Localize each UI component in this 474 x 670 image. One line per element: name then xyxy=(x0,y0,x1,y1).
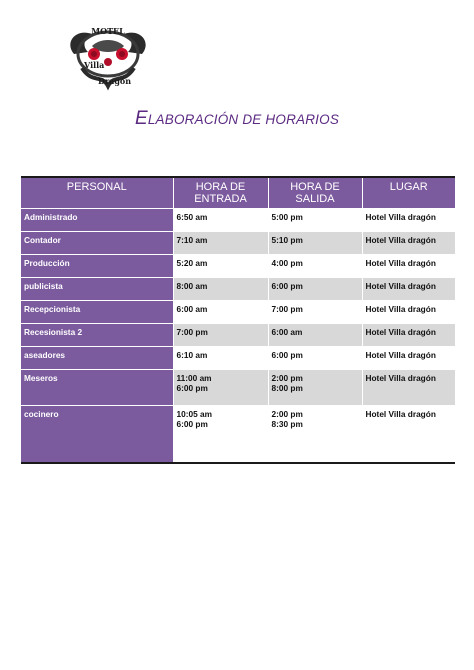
header-lugar: LUGAR xyxy=(362,177,455,208)
table-row xyxy=(21,369,455,405)
time-value: 6:00 pm xyxy=(271,349,303,360)
header-entrada: HORA DE ENTRADA xyxy=(173,177,268,208)
time-value: 8:00 am xyxy=(176,280,208,291)
logo-line-2: Dragón xyxy=(98,76,132,86)
cell-salida xyxy=(268,300,362,323)
table-header-row xyxy=(21,177,455,208)
time-value: 6:00 pm xyxy=(176,418,208,429)
time-value: 6:00 am xyxy=(271,326,303,337)
time-value: 7:00 pm xyxy=(176,326,208,337)
cell-entrada xyxy=(173,208,268,231)
header-personal: PERSONAL xyxy=(21,177,173,208)
cell-lugar: Hotel Villa dragón xyxy=(362,277,455,300)
page-title xyxy=(0,108,474,130)
cell-salida xyxy=(268,346,362,369)
cell-lugar: Hotel Villa dragón xyxy=(362,254,455,277)
cell-lugar: Hotel Villa dragón xyxy=(362,346,455,369)
cell-personal: Recesionista 2 xyxy=(21,323,173,346)
cell-lugar: Hotel Villa dragón xyxy=(362,323,455,346)
time-value: 4:00 pm xyxy=(271,257,303,268)
table-row xyxy=(21,300,455,323)
table-row xyxy=(21,277,455,300)
table-row xyxy=(21,208,455,231)
cell-entrada xyxy=(173,231,268,254)
cell-salida xyxy=(268,208,362,231)
time-value: 5:00 pm xyxy=(271,211,303,222)
cell-entrada xyxy=(173,405,268,463)
table-row xyxy=(21,346,455,369)
time-value: 6:00 pm xyxy=(271,280,303,291)
cell-salida xyxy=(268,277,362,300)
time-value: 11:00 am xyxy=(176,372,212,383)
cell-entrada xyxy=(173,277,268,300)
cell-salida xyxy=(268,231,362,254)
cell-entrada xyxy=(173,369,268,405)
motel-villa-dragon-logo xyxy=(62,24,154,94)
title-first-letter: E xyxy=(134,108,148,129)
time-value: 8:30 pm xyxy=(271,418,303,429)
cell-personal: cocinero xyxy=(21,405,173,463)
cell-lugar: Hotel Villa dragón xyxy=(362,369,455,405)
cell-salida xyxy=(268,254,362,277)
logo-line-1: Villa xyxy=(84,60,105,70)
time-value: 2:00 pm xyxy=(271,408,303,419)
cell-entrada xyxy=(173,323,268,346)
time-value: 6:00 am xyxy=(176,303,208,314)
time-value: 5:10 pm xyxy=(271,234,303,245)
time-value: 2:00 pm xyxy=(271,372,303,383)
cell-entrada xyxy=(173,346,268,369)
cell-personal: Meseros xyxy=(21,369,173,405)
table-row xyxy=(21,254,455,277)
title-rest: LABORACIÓN DE HORARIOS xyxy=(147,112,340,127)
cell-salida xyxy=(268,405,362,463)
cell-lugar: Hotel Villa dragón xyxy=(362,208,455,231)
header-salida: HORA DE SALIDA xyxy=(268,177,362,208)
cell-salida xyxy=(268,369,362,405)
time-value: 10:05 am xyxy=(176,408,213,419)
cell-personal: Recepcionista xyxy=(21,300,173,323)
time-value: 6:50 am xyxy=(176,211,208,222)
logo-arc-text: MOTEL xyxy=(91,26,125,36)
cell-lugar: Hotel Villa dragón xyxy=(362,231,455,254)
table-row xyxy=(21,323,455,346)
time-value: 7:10 am xyxy=(176,234,208,245)
schedule-table xyxy=(21,176,455,464)
cell-lugar: Hotel Villa dragón xyxy=(362,300,455,323)
cell-entrada xyxy=(173,254,268,277)
cell-personal: Producción xyxy=(21,254,173,277)
table-row xyxy=(21,405,455,463)
time-value: 7:00 pm xyxy=(271,303,303,314)
cell-salida xyxy=(268,323,362,346)
time-value: 5:20 am xyxy=(176,257,208,268)
cell-lugar: Hotel Villa dragón xyxy=(362,405,455,463)
cell-entrada xyxy=(173,300,268,323)
table-row xyxy=(21,231,455,254)
cell-personal: publicista xyxy=(21,277,173,300)
time-value: 6:00 pm xyxy=(176,382,208,393)
time-value: 8:00 pm xyxy=(271,382,303,393)
time-value: 6:10 am xyxy=(176,349,208,360)
cell-personal: Administrado xyxy=(21,208,173,231)
cell-personal: aseadores xyxy=(21,346,173,369)
cell-personal: Contador xyxy=(21,231,173,254)
